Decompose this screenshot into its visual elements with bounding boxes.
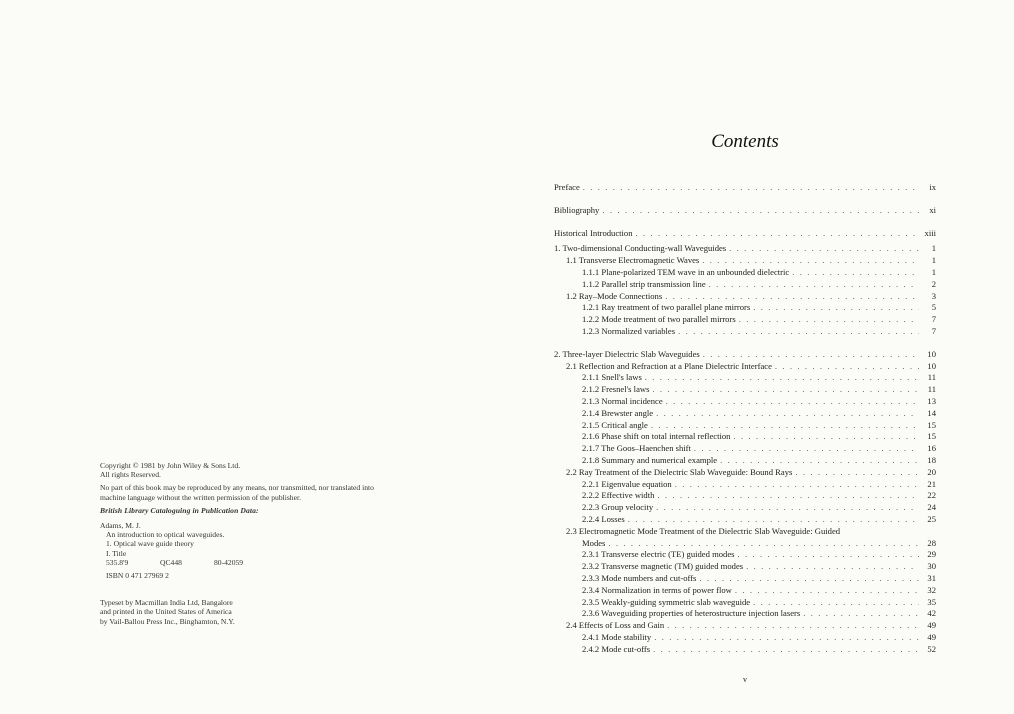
cip-title-entry: I. Title	[106, 548, 127, 558]
toc-subsection: 2.1.8 Summary and numerical example . . . 18	[554, 455, 936, 467]
toc-subsection: 1.2.3 Normalized variables . . . 7	[554, 326, 936, 338]
toc-subsection: 2.4.1 Mode stability . . . 49	[554, 632, 936, 644]
toc-subsection: 2.1.3 Normal incidence . . . 13	[554, 396, 936, 408]
copyright-line: Copyright © 1981 by John Wiley & Sons Ltd.	[100, 461, 241, 470]
cip-subject: 1. Optical wave guide theory	[106, 539, 194, 549]
toc-subsection: 2.1.6 Phase shift on total internal reflection . . . 15	[554, 431, 936, 443]
dewey-number: 535.8'9	[106, 557, 129, 567]
toc-subsection: 2.3.5 Weakly-guiding symmetric slab waveguide . . . 35	[554, 597, 936, 609]
toc-subsection: 2.3.3 Mode numbers and cut-offs . . . 31	[554, 573, 936, 585]
copyright-page	[100, 461, 480, 626]
cip-heading: British Library Cataloguing in Publication Data:	[100, 505, 259, 515]
cip-block	[100, 521, 480, 567]
typeset-line-1: Typeset by Macmillan India Ltd, Bangalore	[100, 598, 233, 608]
typeset-line-3: by Vail-Ballou Press Inc., Binghamton, N.Y.	[100, 616, 235, 626]
toc-section: 2.4 Effects of Loss and Gain . . . 49	[554, 620, 936, 632]
card-number: 80-42059	[214, 557, 244, 567]
toc-subsection: 2.3.2 Transverse magnetic (TM) guided modes . . . 30	[554, 561, 936, 573]
lc-number: QC448	[160, 557, 182, 567]
isbn: ISBN 0 471 27969 2	[106, 571, 169, 581]
toc-subsection: 2.3.6 Waveguiding properties of heterostructure injection lasers . . . 42	[554, 608, 936, 620]
toc-subsection: 1.1.2 Parallel strip transmission line . . . 2	[554, 279, 936, 291]
typeset-line-2: and printed in the United States of America	[100, 607, 232, 617]
toc-subsection: 2.1.5 Critical angle . . . 15	[554, 420, 936, 432]
contents-page	[554, 0, 936, 714]
table-of-contents	[554, 182, 936, 655]
toc-subsection: 2.2.2 Effective width . . . 22	[554, 490, 936, 502]
cip-classification	[100, 558, 480, 567]
toc-entry-bibliography: Bibliography . . . xi	[554, 205, 936, 217]
toc-subsection: 2.2.1 Eigenvalue equation . . . 21	[554, 479, 936, 491]
toc-subsection: 2.3.4 Normalization in terms of power flow . . . 32	[554, 585, 936, 597]
toc-subsection: 2.4.2 Mode cut-offs . . . 52	[554, 644, 936, 656]
toc-section-continuation: Modes . . . 28	[554, 538, 936, 550]
toc-subsection: 2.1.7 The Goos–Haenchen shift . . . 16	[554, 443, 936, 455]
toc-subsection: 2.2.3 Group velocity . . . 24	[554, 502, 936, 514]
toc-subsection: 1.2.1 Ray treatment of two parallel plane mirrors . . . 5	[554, 302, 936, 314]
toc-subsection: 2.1.2 Fresnel's laws . . . 11	[554, 384, 936, 396]
page-number: v	[743, 675, 747, 684]
toc-subsection: 2.1.1 Snell's laws . . . 11	[554, 372, 936, 384]
toc-section: 1.1 Transverse Electromagnetic Waves . . . 1	[554, 255, 936, 267]
toc-entry-preface: Preface . . . ix	[554, 182, 936, 194]
toc-section: 2.2 Ray Treatment of the Dielectric Slab Waveguide: Bound Rays . . . 20	[554, 467, 936, 479]
toc-subsection: 1.1.1 Plane-polarized TEM wave in an unbounded dielectric . . . 1	[554, 267, 936, 279]
toc-subsection: 2.2.4 Losses . . . 25	[554, 514, 936, 526]
toc-section: 2.1 Reflection and Refraction at a Plane Dielectric Interface . . . 10	[554, 361, 936, 373]
toc-chapter: 1. Two-dimensional Conducting-wall Waveguides . . . 1	[554, 243, 936, 255]
reproduction-notice-line-2: machine language without the written permission of the publisher.	[100, 492, 301, 502]
rights-line: All rights Reserved.	[100, 470, 161, 480]
toc-section: 1.2 Ray–Mode Connections . . . 3	[554, 291, 936, 303]
cip-author: Adams, M. J.	[100, 521, 141, 531]
cip-title: An introduction to optical waveguides.	[106, 530, 225, 540]
toc-section-title-line: 2.3 Electromagnetic Mode Treatment of the Dielectric Slab Waveguide: Guided	[566, 525, 841, 536]
reproduction-notice-line-1: No part of this book may be reproduced by any means, nor transmitted, nor translated into	[100, 483, 374, 493]
toc-subsection: 1.2.2 Mode treatment of two parallel mirrors . . . 7	[554, 314, 936, 326]
contents-title: Contents	[711, 131, 779, 152]
toc-subsection: 2.1.4 Brewster angle . . . 14	[554, 408, 936, 420]
toc-entry-historical-introduction: Historical Introduction . . . xiii	[554, 228, 936, 240]
toc-chapter: 2. Three-layer Dielectric Slab Waveguides . . . 10	[554, 349, 936, 361]
toc-subsection: 2.3.1 Transverse electric (TE) guided modes . . . 29	[554, 549, 936, 561]
